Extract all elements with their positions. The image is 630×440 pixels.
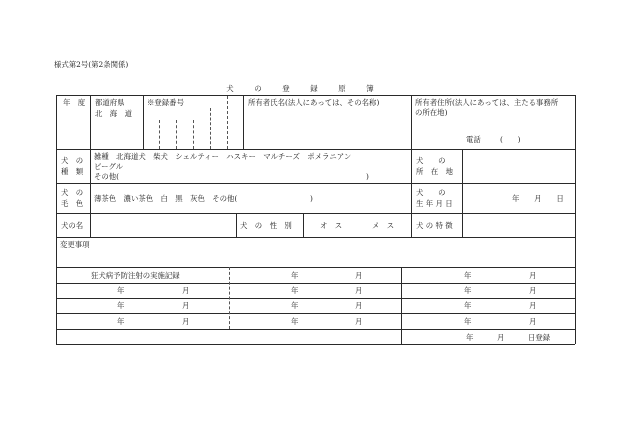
record-month: 月 <box>355 301 363 310</box>
row-rule <box>56 183 575 184</box>
sex-male: オ ス <box>320 221 343 230</box>
record-year: 年 <box>464 317 472 326</box>
changes-label: 変更事項 <box>60 240 90 249</box>
dog-sex-label: 犬 の 性 別 <box>240 221 292 230</box>
col-rule <box>462 213 463 237</box>
row-rule <box>56 213 575 214</box>
dog-name-label: 犬の名 <box>61 221 84 230</box>
birth-label-line: 生 年 月 日 <box>416 199 453 208</box>
page-title <box>216 84 384 93</box>
record-month: 月 <box>355 317 363 326</box>
birth-label <box>416 187 453 209</box>
col-rule <box>243 95 244 149</box>
registration-year: 年 <box>466 333 474 342</box>
form-number: 様式第2号(第2条関係) <box>54 60 129 69</box>
color-label <box>61 187 83 209</box>
title-char: 原 <box>338 84 346 93</box>
col-rule <box>411 95 412 149</box>
record-month: 月 <box>182 317 190 326</box>
phone-label: 電話 <box>466 135 481 144</box>
table-border <box>575 95 576 344</box>
col-rule <box>303 213 304 237</box>
col-rule <box>90 213 91 237</box>
breed-other: その他( <box>94 172 120 181</box>
title-char: 登 <box>282 84 290 93</box>
record-month: 月 <box>355 286 363 295</box>
sex-female: メ ス <box>372 221 395 230</box>
record-year: 年 <box>464 301 472 310</box>
owner-address-label-cont: の所在地) <box>415 108 448 117</box>
row-rule <box>56 267 575 268</box>
row-rule <box>56 329 575 330</box>
prefecture-value: 北 海 道 <box>95 109 132 118</box>
registration-month: 月 <box>497 333 505 342</box>
location-label <box>416 155 453 177</box>
col-rule <box>462 149 463 213</box>
row-rule <box>56 149 575 150</box>
col-rule <box>90 149 91 213</box>
record-month: 月 <box>529 286 537 295</box>
record-year: 年 <box>464 286 472 295</box>
record-month: 月 <box>182 301 190 310</box>
breed-options: 雑種 北海道犬 柴犬 シェルティー ハスキー マルチーズ ポメラニアン <box>94 152 352 161</box>
color-label-line: 犬 の <box>61 188 84 197</box>
location-label-line: 犬 の <box>416 156 446 165</box>
record-month: 月 <box>355 271 363 280</box>
record-month: 月 <box>182 286 190 295</box>
birth-label-line: 犬 の <box>416 188 446 197</box>
color-options: 薄茶色 濃い茶色 白 黒 灰色 その他( <box>94 194 238 203</box>
breed-label <box>61 155 83 177</box>
record-month: 月 <box>529 301 537 310</box>
owner-address-label: 所有者住所(法人にあっては、主たる事務所 <box>415 98 559 107</box>
row-rule <box>56 283 575 284</box>
record-year: 年 <box>117 317 125 326</box>
record-year: 年 <box>117 286 125 295</box>
record-year: 年 <box>291 301 299 310</box>
record-year: 年 <box>291 317 299 326</box>
row-rule <box>56 237 575 238</box>
birth-value: 年 月 日 <box>512 194 564 203</box>
record-col-rule <box>229 267 230 329</box>
table-border <box>56 344 575 345</box>
phone-parens: ( ) <box>500 135 521 144</box>
color-label-line: 毛 色 <box>61 199 84 208</box>
row-rule <box>56 298 575 299</box>
registration-no-label: ※登録番号 <box>147 98 184 107</box>
record-year: 年 <box>117 301 125 310</box>
year-label: 年 度 <box>63 98 86 107</box>
title-char: 簿 <box>366 84 374 93</box>
record-col-rule <box>401 267 402 344</box>
record-month: 月 <box>529 317 537 326</box>
dog-features-label: 犬 の 特 徴 <box>416 221 453 230</box>
owner-name-label: 所有者氏名(法人にあっては、その名称) <box>248 98 380 107</box>
reg-no-digit-rule <box>193 120 194 149</box>
breed-label-line: 犬 の <box>61 156 84 165</box>
col-rule <box>90 95 91 149</box>
col-rule <box>411 149 412 213</box>
table-border <box>56 95 575 96</box>
table-border <box>56 95 57 344</box>
prefecture-label: 都道府県 <box>95 98 125 107</box>
reg-no-digit-rule <box>159 120 160 149</box>
record-year: 年 <box>291 286 299 295</box>
title-char: の <box>254 84 262 93</box>
reg-no-digit-rule <box>227 96 228 149</box>
title-char: 録 <box>310 84 318 93</box>
breed-options-cont: ビーグル <box>94 162 124 171</box>
breed-label-line: 種 類 <box>61 167 84 176</box>
col-rule <box>411 213 412 237</box>
title-char: 犬 <box>226 84 234 93</box>
location-label-line: 所 在 地 <box>416 167 453 176</box>
row-rule <box>56 313 575 314</box>
rabies-record-title: 狂犬病予防注射の実施記録 <box>91 271 180 280</box>
breed-other-close: ) <box>366 172 369 181</box>
reg-no-digit-rule <box>210 108 211 149</box>
record-year: 年 <box>291 271 299 280</box>
reg-no-digit-rule <box>176 120 177 149</box>
record-year: 年 <box>464 271 472 280</box>
color-other-close: ) <box>310 194 313 203</box>
record-month: 月 <box>529 271 537 280</box>
col-rule <box>236 213 237 237</box>
registration-date-suffix: 日登録 <box>528 333 551 342</box>
col-rule <box>143 95 144 149</box>
